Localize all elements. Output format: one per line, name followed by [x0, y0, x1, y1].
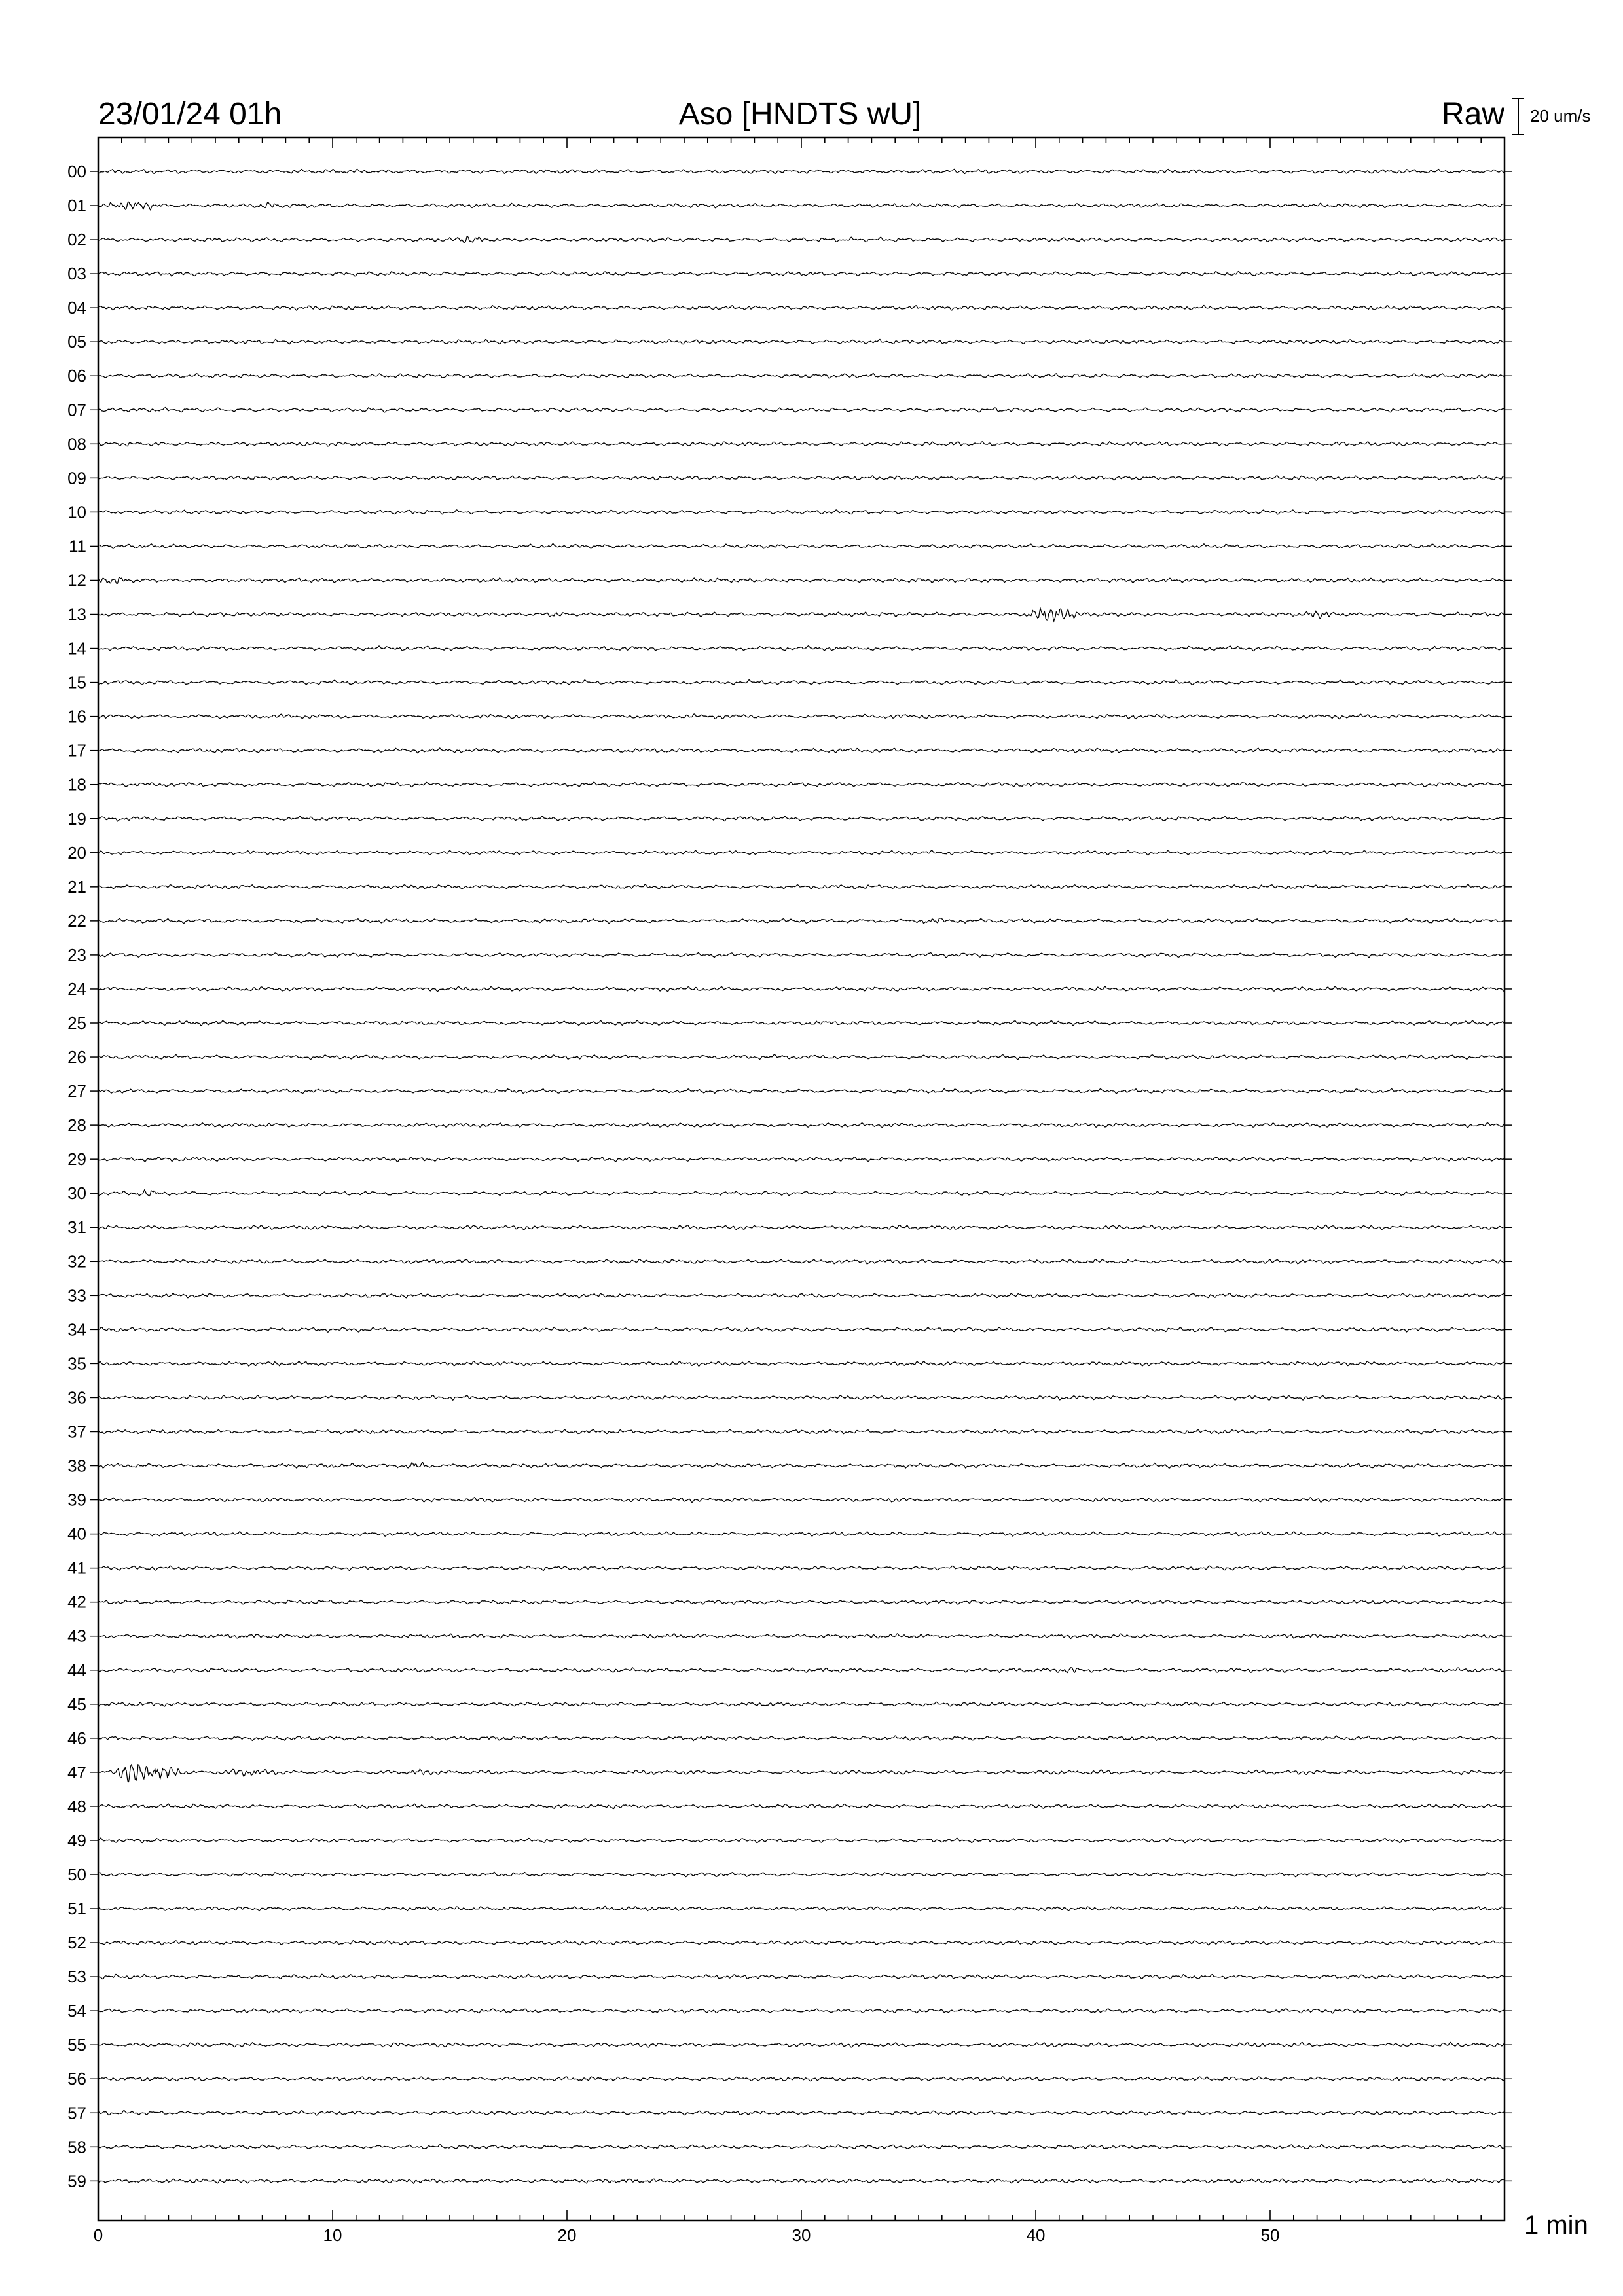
trace-line — [98, 884, 1504, 889]
row-label: 26 — [67, 1047, 86, 1067]
row-label: 02 — [67, 230, 86, 250]
row-label: 27 — [67, 1081, 86, 1102]
x-tick-label: 40 — [1026, 2225, 1046, 2245]
row-label: 32 — [67, 1251, 86, 1272]
trace-line — [98, 1054, 1504, 1059]
trace-line — [98, 1736, 1504, 1740]
trace-line — [98, 1566, 1504, 1570]
mode-label: Raw — [1441, 97, 1504, 132]
trace-line — [98, 1123, 1504, 1128]
row-label: 22 — [67, 910, 86, 931]
row-label: 14 — [67, 638, 86, 658]
row-labels — [67, 162, 1512, 2191]
trace-line — [98, 1804, 1504, 1808]
row-label: 46 — [67, 1728, 86, 1748]
trace-line — [98, 782, 1504, 787]
trace-line — [98, 339, 1504, 344]
row-label: 03 — [67, 264, 86, 284]
row-label: 59 — [67, 2171, 86, 2191]
trace-line — [98, 2179, 1504, 2183]
row-label: 54 — [67, 2001, 86, 2021]
trace-line — [98, 1702, 1504, 1706]
trace-line — [98, 2077, 1504, 2081]
scale-bar-label: 20 um/s — [1530, 106, 1591, 126]
row-label: 34 — [67, 1319, 86, 1340]
row-label: 40 — [67, 1524, 86, 1544]
row-label: 06 — [67, 366, 86, 386]
row-label: 15 — [67, 672, 86, 692]
row-label: 24 — [67, 978, 86, 999]
trace-line — [98, 442, 1504, 446]
trace-line — [98, 1089, 1504, 1094]
trace-line — [98, 1906, 1504, 1910]
x-axis-tick-labels — [94, 2225, 1280, 2245]
row-label: 05 — [67, 332, 86, 352]
trace-line — [98, 1974, 1504, 1979]
trace-line — [98, 646, 1504, 651]
row-label: 09 — [67, 468, 86, 488]
trace-line — [98, 1668, 1504, 1673]
row-label: 38 — [67, 1456, 86, 1476]
trace-line — [98, 1532, 1504, 1536]
trace-line — [98, 1498, 1504, 1502]
trace-line — [98, 680, 1504, 685]
row-label: 19 — [67, 808, 86, 829]
row-label: 52 — [67, 1933, 86, 1953]
row-label: 31 — [67, 1217, 86, 1238]
row-label: 39 — [67, 1490, 86, 1510]
row-label: 53 — [67, 1967, 86, 1987]
trace-line — [98, 2043, 1504, 2047]
row-label: 35 — [67, 1354, 86, 1374]
trace-line — [98, 169, 1504, 173]
row-label: 56 — [67, 2069, 86, 2089]
trace-line — [98, 578, 1504, 584]
trace-line — [98, 1838, 1504, 1842]
row-label: 20 — [67, 842, 86, 863]
row-label: 41 — [67, 1558, 86, 1578]
trace-line — [98, 986, 1504, 991]
trace-line — [98, 306, 1504, 310]
trace-line — [98, 1361, 1504, 1367]
row-label: 17 — [67, 740, 86, 761]
trace-line — [98, 816, 1504, 821]
row-label: 42 — [67, 1592, 86, 1612]
trace-line — [98, 1462, 1504, 1468]
trace-line — [98, 1157, 1504, 1162]
row-label: 51 — [67, 1899, 86, 1919]
trace-line — [98, 272, 1504, 276]
row-label: 01 — [67, 196, 86, 216]
scale-bar — [1512, 98, 1591, 135]
row-label: 12 — [67, 570, 86, 590]
row-label: 44 — [67, 1660, 86, 1680]
row-label: 36 — [67, 1388, 86, 1408]
trace-line — [98, 1765, 1504, 1782]
row-label: 28 — [67, 1115, 86, 1136]
trace-line — [98, 543, 1504, 548]
trace-line — [98, 748, 1504, 753]
row-label: 49 — [67, 1830, 86, 1850]
trace-line — [98, 1395, 1504, 1400]
trace-line — [98, 714, 1504, 719]
row-label: 37 — [67, 1422, 86, 1442]
trace-line — [98, 1634, 1504, 1639]
trace-line — [98, 1872, 1504, 1876]
trace-line — [98, 476, 1504, 480]
trace-line — [98, 1020, 1504, 1026]
row-label: 30 — [67, 1183, 86, 1204]
trace-line — [98, 1940, 1504, 1945]
row-label: 47 — [67, 1762, 86, 1782]
row-label: 29 — [67, 1149, 86, 1170]
row-label: 08 — [67, 434, 86, 454]
trace-line — [98, 236, 1504, 243]
row-label: 04 — [67, 298, 86, 318]
row-label: 10 — [67, 502, 86, 522]
trace-line — [98, 1429, 1504, 1434]
x-axis-label: 1 min — [1524, 2211, 1588, 2240]
trace-line — [98, 1600, 1504, 1604]
x-tick-label: 10 — [323, 2225, 342, 2245]
row-label: 00 — [67, 162, 86, 181]
trace-line — [98, 850, 1504, 855]
trace-line — [98, 1259, 1504, 1264]
trace-line — [98, 374, 1504, 378]
trace-line — [98, 1327, 1504, 1333]
row-label: 50 — [67, 1865, 86, 1884]
row-label: 58 — [67, 2137, 86, 2157]
trace-line — [98, 2009, 1504, 2013]
trace-line — [98, 2145, 1504, 2149]
row-label: 45 — [67, 1694, 86, 1714]
trace-line — [98, 202, 1504, 209]
station-title: Aso [HNDTS wU] — [678, 97, 922, 132]
trace-line — [98, 953, 1504, 958]
row-label: 11 — [69, 536, 86, 556]
row-label: 23 — [67, 944, 86, 965]
x-tick-label: 20 — [557, 2225, 577, 2245]
row-label: 55 — [67, 2035, 86, 2055]
row-label: 16 — [67, 706, 86, 726]
row-label: 48 — [67, 1796, 86, 1816]
trace-line — [98, 2111, 1504, 2115]
trace-line — [98, 1225, 1504, 1230]
x-tick-label: 0 — [93, 2225, 103, 2245]
row-label: 33 — [67, 1285, 86, 1306]
trace-line — [98, 609, 1504, 621]
trace-line — [98, 1293, 1504, 1298]
row-label: 13 — [67, 604, 86, 624]
row-label: 57 — [67, 2103, 86, 2123]
traces — [98, 169, 1504, 2183]
row-label: 25 — [67, 1013, 86, 1033]
trace-line — [98, 407, 1504, 412]
row-label: 43 — [67, 1626, 86, 1646]
x-tick-label: 30 — [792, 2225, 811, 2245]
x-tick-label: 50 — [1260, 2225, 1280, 2245]
row-label: 21 — [67, 876, 86, 897]
trace-line — [98, 1190, 1504, 1196]
date-label: 23/01/24 01h — [98, 97, 282, 132]
row-label: 18 — [67, 774, 86, 795]
row-label: 07 — [67, 400, 86, 420]
trace-line — [98, 918, 1504, 924]
trace-line — [98, 510, 1504, 514]
